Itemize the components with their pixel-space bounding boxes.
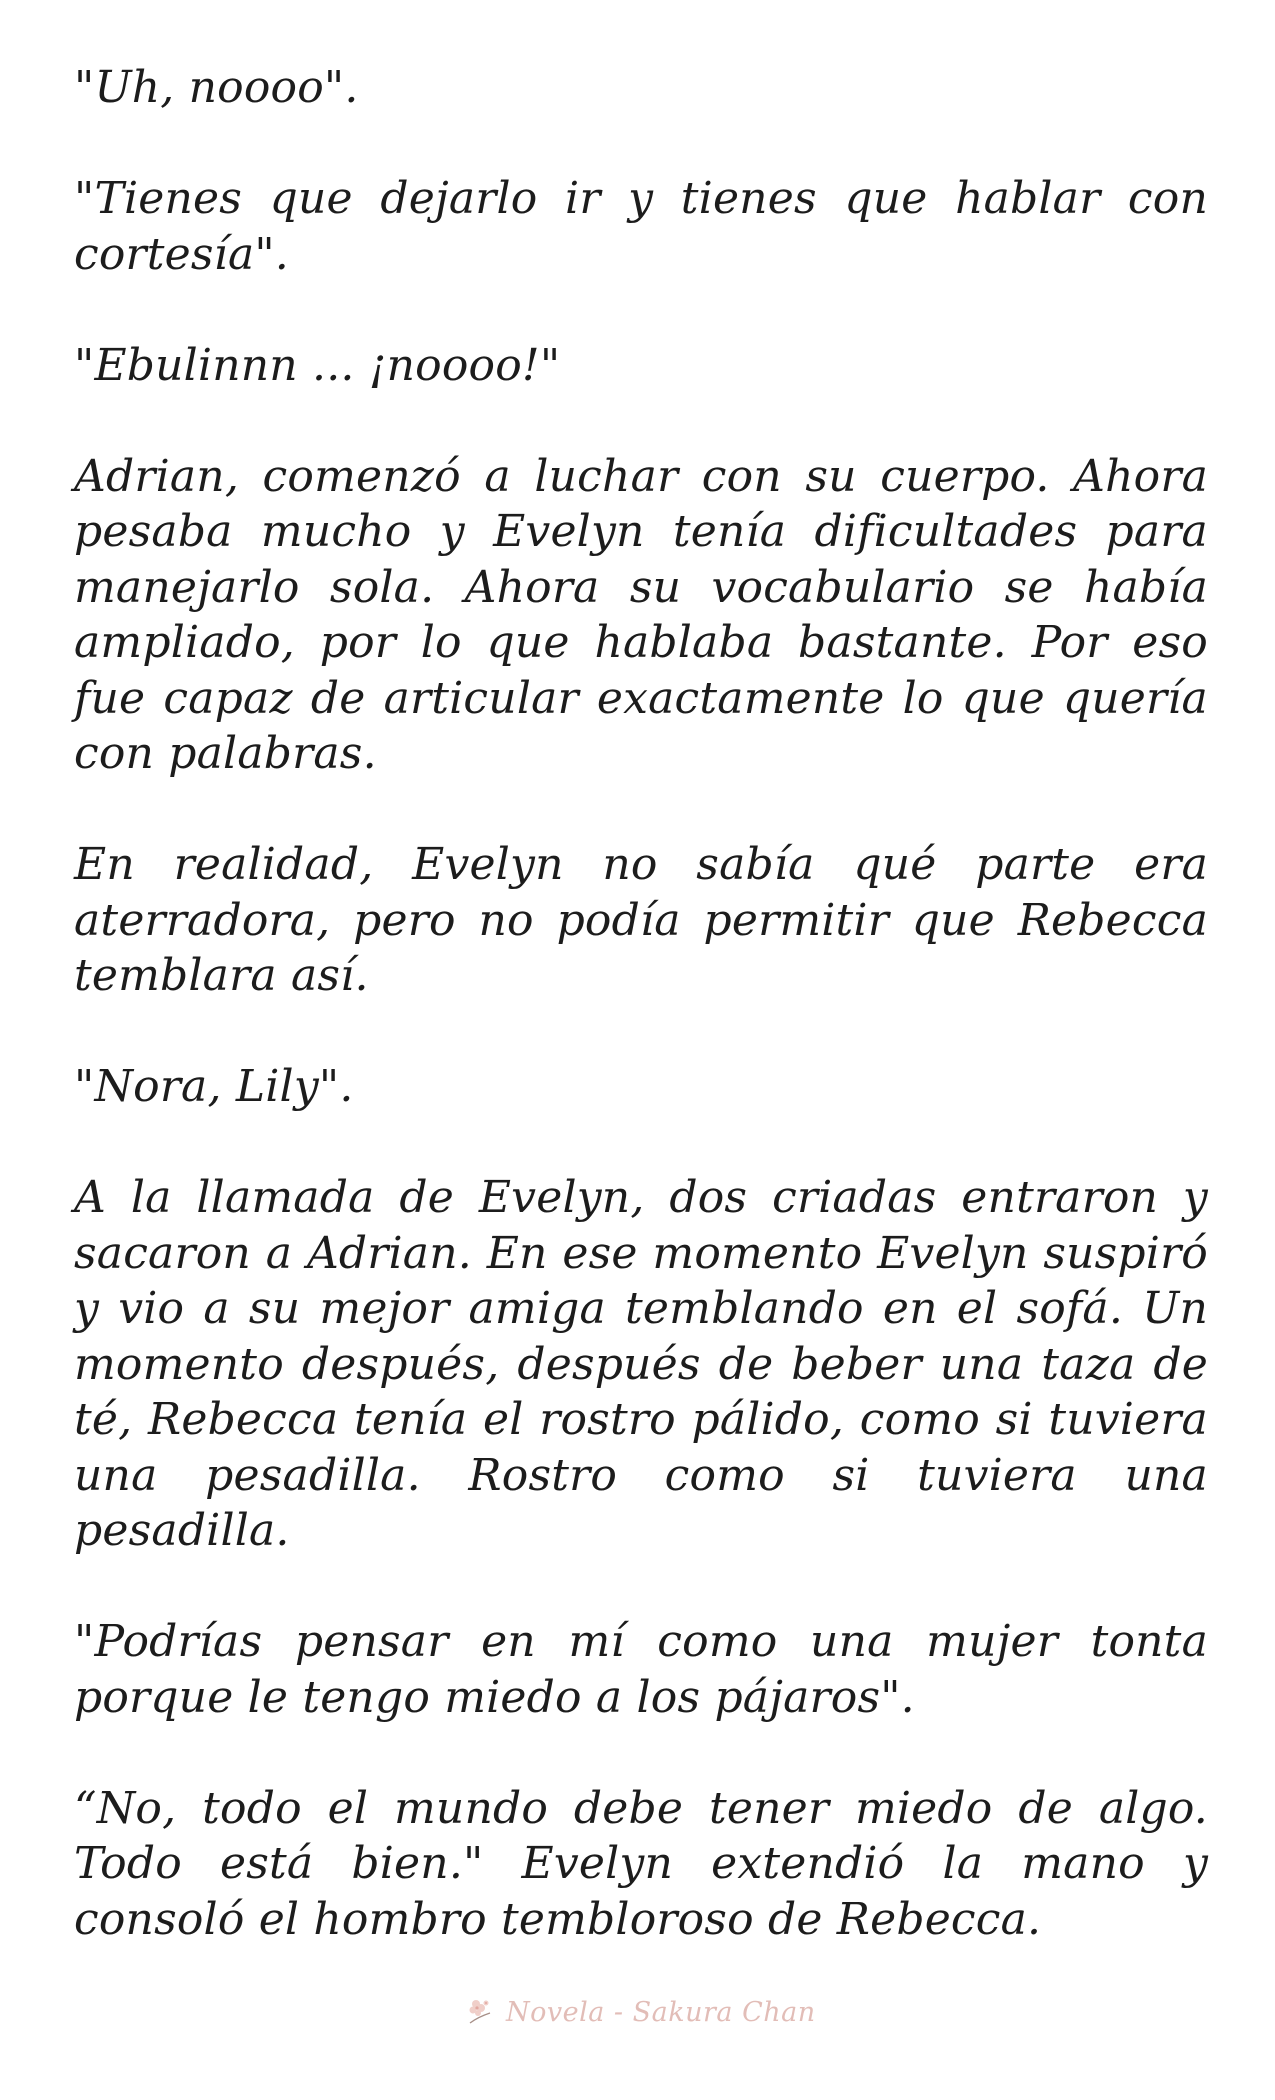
paragraph-9: “No, todo el mundo debe tener miedo de algo. Todo está bien." Evelyn extendió la mano y consoló el hombro tembloroso de Rebecca. [74, 1782, 1208, 1945]
paragraph-8: "Podrías pensar en mí como una mujer tonta porque le tengo miedo a los pájaros". [74, 1616, 1208, 1723]
paragraph-2: "Tienes que dejarlo ir y tienes que hablar con cortesía". [74, 173, 1208, 280]
novel-page-text [74, 60, 1208, 2003]
paragraph-3: "Ebulinnn ... ¡noooo!" [74, 339, 561, 391]
paragraph-5: En realidad, Evelyn no sabía qué parte era aterradora, pero no podía permitir que Rebecca temblara así. [74, 839, 1208, 1001]
cherry-blossom-icon [464, 1995, 498, 2029]
paragraph-6: "Nora, Lily". [74, 1061, 354, 1112]
paragraph-1: "Uh, noooo". [74, 62, 359, 113]
watermark [464, 1992, 816, 2032]
paragraph-7: A la llamada de Evelyn, dos criadas entraron y sacaron a Adrian. En ese momento Evelyn suspiró y vio a su mejor amiga temblando en el sofá. Un momento después, después de beber una taza de té, Rebecca tenía el rostro pálido, como si tuviera una pesadilla. Rostro como si tuviera una pesadilla. [74, 1172, 1208, 1556]
watermark-text: Novela - Sakura Chan [506, 1996, 816, 2028]
paragraph-4: Adrian, comenzó a luchar con su cuerpo. Ahora pesaba mucho y Evelyn tenía dificultades para manejarlo sola. Ahora su vocabulario se había ampliado, por lo que hablaba bastante. Por eso fue capaz de articular exactamente lo que quería con palabras. [74, 450, 1208, 779]
